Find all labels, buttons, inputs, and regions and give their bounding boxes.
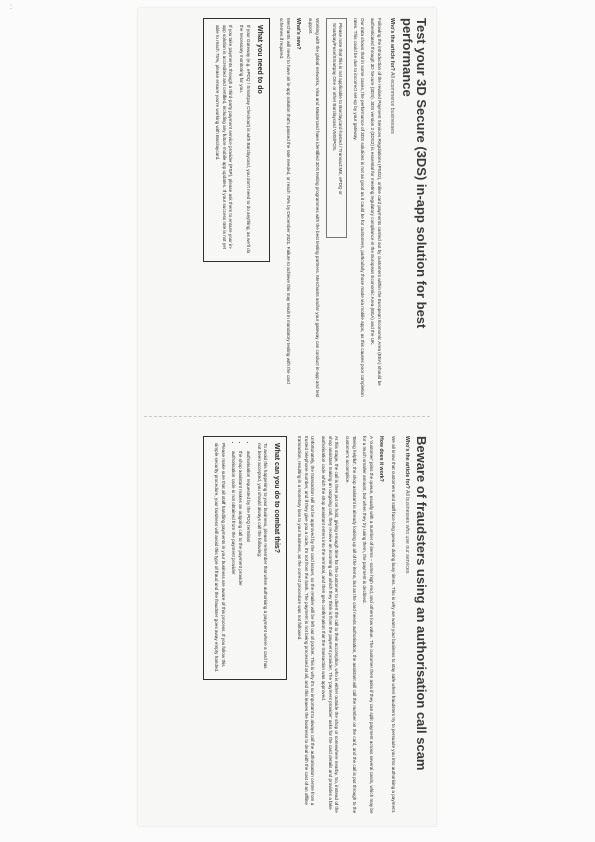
action-box-paragraph-1: If your Gateway (e.g. ePDQ / Smartpay Checkout) is with Barclaycard, you don't need to do anything, as we'll do the necessary monitoring for you. xyxy=(238,25,251,254)
article-title: Test your 3D Secure (3DS) in-app solution for best performance xyxy=(399,18,429,329)
note-box xyxy=(326,18,347,238)
combat-box-heading: What can you do to combat this? xyxy=(273,443,281,554)
audience-value: All businesses who use our services xyxy=(403,489,410,574)
whats-new-heading: What's new? xyxy=(294,18,301,50)
how-heading: How does it work? xyxy=(377,436,384,482)
combat-box-list xyxy=(229,451,251,673)
combat-box-intro: To avoid this happening to your business, please remember that when authorising a payment where a card has not been accepted, you should always call the following: xyxy=(256,443,269,669)
column-divider xyxy=(144,416,430,417)
article-3ds xyxy=(138,8,436,408)
newsletter-sheet xyxy=(138,8,436,826)
how-paragraph-4: Unfortunately, the transaction will not be approved by the card issuer, so the retailer will be left out of pocket. This is why it's so important to always call the authorisation centre from a trusted telephone number, and if they give you a code, it's not from the bank. The payment is not being processed at all, and this leaves the business to deal with the cost of an offline transaction, resulting in a monetary loss to your business, as the correct procedure was not followed. xyxy=(297,436,316,806)
how-paragraph-2: 'Being helpful', the shop assistant is already looking up all of the items, but as the card needs authorisation, the assistant will call the number on the card, and the call is put through to the customer's accomplice. xyxy=(345,436,357,814)
list-item: • authorisation code is not obtained from the payment provider xyxy=(229,451,236,673)
action-box-heading: What you need to do xyxy=(255,25,263,94)
body-paragraph: Our data shows that in some cases, the performance of 3DS solutions is not as good as it could be for customers, particularly those made via mobile apps, as this causes poor completion rates. This could be due to incorrect set-up by your gateway. xyxy=(352,18,365,397)
audience-value: All ecommerce businesses xyxy=(389,71,396,134)
article-title: Beware of fraudsters using an authorisation call scam xyxy=(414,436,429,771)
rotated-content xyxy=(138,8,436,826)
scan-mark: ⁚ xyxy=(10,5,12,11)
list-item: • the shop assistant makes an outgoing call to the payment provider xyxy=(237,451,244,673)
whats-new-paragraph: Merchants will need to have an in-app solution that's passed the rate needed, or reach 75% by December 2021. Failure to achieve this may result in mandatory testing with the card schemes if required. xyxy=(279,18,292,384)
audience-label: Who's the article for? xyxy=(389,18,396,71)
intro-paragraph: Following the introduction of the revised Payment Services Regulations (PSD2), online card payments carried out by customers within the European Economic Area (EEA) should be authenticated through 3D Secure (3DS). 3DS version 2 (3DS2) is essential for meeting regulatory compliance in the European Economic Area (EEA) and the UK. xyxy=(370,18,382,386)
audience-line xyxy=(402,436,410,816)
article-fraud xyxy=(138,426,436,826)
combat-box xyxy=(203,436,288,680)
combat-box-outro: Please make sure that all staff handling payments in your business are aware of this process. If you follow this simple security procedure, your business will avoid this type of fraud and the fraudster goes away empty handed. xyxy=(214,443,226,673)
note-text: Please note that this is not applicable to Barclaycard-hosted / Transact:ME, ePDQ or Smartpay/Fuse/Smartpay One or other Barclaycard VMS/POS. xyxy=(331,23,344,195)
list-item: • authorisation requested by the PDQ terminal xyxy=(244,451,251,673)
how-paragraph-1: A 'customer' joins the queue, usually with a number of items – some high end, and others low value. The customer then asks if they can split payment across several cards, which may be for a much smaller amount, but when they try using them, the payment is declined. xyxy=(362,436,374,814)
action-box-paragraph-2: If you take payments through a third-party payment service provider (PSP), please ask them to ensure your in-app solution is accredited and certified, including any future mobile app updates. If your success rate is not yet able to reach 75%, please ensure you're working with Barclaycard. xyxy=(215,25,234,250)
action-box xyxy=(203,18,269,262)
intro-paragraph: We all know that customers and staff face long queues during busy times. This is why we want your business to stay safe when fraudsters try to persuade you into authorising a payment. xyxy=(391,436,397,814)
how-paragraph-3: At this stage, the call is then put on hold, giving enough time for the customer to divert the call to their accomplice, who is either outside the shop or somewhere nearby. So, instead of the shop assistant making an outgoing call, they receive an incoming call which they think is from the payment provider. The 'payment provider' asks for the card details and provides a fake authorisation code which the shop assistant enters into the terminal, and then gets confirmation that the transaction was approved. xyxy=(321,436,340,813)
audience-label: Who's the article for? xyxy=(403,436,410,489)
audience-line xyxy=(388,18,396,398)
testing-paragraph: Working with the global networks, Visa and Mastercard have identified 3DS testing programmes with the best testing partners. Merchants and/or your gateway can conduct in-app and test support. xyxy=(308,18,320,398)
